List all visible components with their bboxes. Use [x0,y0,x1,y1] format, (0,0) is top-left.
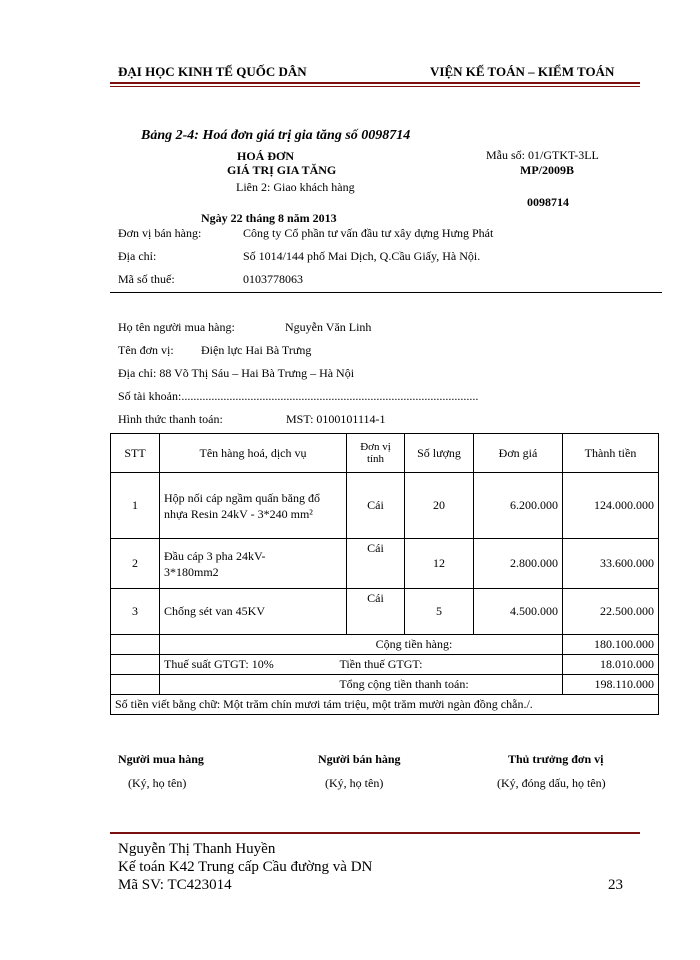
table-header-row [111,434,659,473]
row-item-name: Chống sét van 45KV [160,589,347,635]
row-amount: 124.000.000 [563,473,659,539]
total-label: Tổng cộng tiền thanh toán: [160,675,563,695]
row-amount: 33.600.000 [563,539,659,589]
amount-in-words: Số tiền viết bằng chữ: Một trăm chín mươi tám triệu, một trăm mười ngàn đồng chẵn./. [111,695,659,715]
header-amount: Thành tiền [563,434,659,473]
signature-buyer-role: Người mua hàng [118,752,204,766]
invoice-date: Ngày 22 tháng 8 năm 2013 [201,211,337,225]
form-number: Mẫu số: 01/GTKT-3LL [486,148,599,162]
seller-address-label: Địa chỉ: [118,249,157,263]
row-item-name: Đầu cáp 3 pha 24kV-3*180mm2 [160,539,347,589]
row-unit: Cái [347,473,405,539]
vat-value: 18.010.000 [563,655,659,675]
row-unit: Cái [347,539,405,589]
buyer-name-label: Họ tên người mua hàng: [118,320,235,334]
buyer-address: Địa chỉ: 88 Võ Thị Sáu – Hai Bà Trưng – Hà Nội [118,366,355,380]
buyer-unit-label: Tên đơn vị: [118,343,174,357]
buyer-unit-value: Điện lực Hai Bà Trưng [201,343,312,357]
subtotal-label: Cộng tiền hàng: [160,635,563,655]
row-quantity: 20 [405,473,474,539]
subtotal-value: 180.100.000 [563,635,659,655]
row-price: 2.800.000 [474,539,563,589]
invoice-number: 0098714 [527,195,569,209]
subtotal-spacer [111,635,160,655]
page-number: 23 [608,877,623,893]
footer-rule [110,832,640,834]
subtotal-row [111,635,659,655]
row-price: 6.200.000 [474,473,563,539]
vat-spacer [111,655,160,675]
header-rule [110,82,640,87]
invoice-series: MP/2009B [520,163,574,177]
vat-rate-label: Thuế suất GTGT: 10% [164,657,274,671]
header-institute: VIỆN KẾ TOÁN – KIỂM TOÁN [430,64,615,79]
invoice-title: HOÁ ĐƠN [237,149,294,163]
table-row [111,473,659,539]
row-quantity: 12 [405,539,474,589]
seller-tax-label: Mã số thuế: [118,272,175,286]
table-caption: Bảng 2-4: Hoá đơn giá trị gia tăng số 0098714 [141,128,411,143]
footer-class: Kế toán K42 Trung cấp Cầu đường và DN [118,859,373,875]
payment-method-label: Hình thức thanh toán: [118,412,223,426]
footer-author: Nguyễn Thị Thanh Huyền [118,841,276,857]
seller-tax-value: 0103778063 [243,272,303,286]
total-row [111,675,659,695]
table-row [111,589,659,635]
invoice-copy: Liên 2: Giao khách hàng [236,180,355,194]
seller-address-value: Số 1014/144 phố Mai Dịch, Q.Cầu Giấy, Hà Nội. [243,249,481,263]
vat-row [111,655,659,675]
header-stt: STT [111,434,160,473]
signature-seller-role: Người bán hàng [318,752,401,766]
invoice-table [110,433,659,715]
total-value: 198.110.000 [563,675,659,695]
signature-director-role: Thủ trưởng đơn vị [508,752,604,766]
signature-director-note: (Ký, đóng dấu, họ tên) [497,776,606,790]
row-unit: Cái [347,589,405,635]
header-university: ĐẠI HỌC KINH TẾ QUỐC DÂN [118,64,307,79]
invoice-subtitle: GIÁ TRỊ GIA TĂNG [227,163,337,177]
row-stt: 3 [111,589,160,635]
row-stt: 2 [111,539,160,589]
buyer-tax-code: MST: 0100101114-1 [286,412,386,426]
in-words-row [111,695,659,715]
header-unit: Đơn vị tính [347,434,405,473]
header-quantity: Số lượng [405,434,474,473]
row-item-name: Hộp nối cáp ngầm quấn băng đổ nhựa Resin 24kV - 3*240 mm² [160,473,347,539]
signature-buyer-note: (Ký, họ tên) [128,776,187,790]
buyer-name-value: Nguyễn Văn Linh [285,320,372,334]
signature-seller-note: (Ký, họ tên) [325,776,384,790]
vat-amount-label: Tiền thuế GTGT: [339,657,423,671]
row-amount: 22.500.000 [563,589,659,635]
row-price: 4.500.000 [474,589,563,635]
buyer-account: Số tài khoản:................................................................................................... [118,389,479,403]
seller-divider [110,292,662,293]
header-price: Đơn giá [474,434,563,473]
table-row [111,539,659,589]
footer-student-id: Mã SV: TC423014 [118,877,232,893]
seller-unit-value: Công ty Cổ phần tư vấn đầu tư xây dựng Hưng Phát [243,226,494,240]
row-stt: 1 [111,473,160,539]
row-quantity: 5 [405,589,474,635]
total-spacer [111,675,160,695]
seller-unit-label: Đơn vị bán hàng: [118,226,202,240]
vat-cell [160,655,563,675]
header-item-name: Tên hàng hoá, dịch vụ [160,434,347,473]
